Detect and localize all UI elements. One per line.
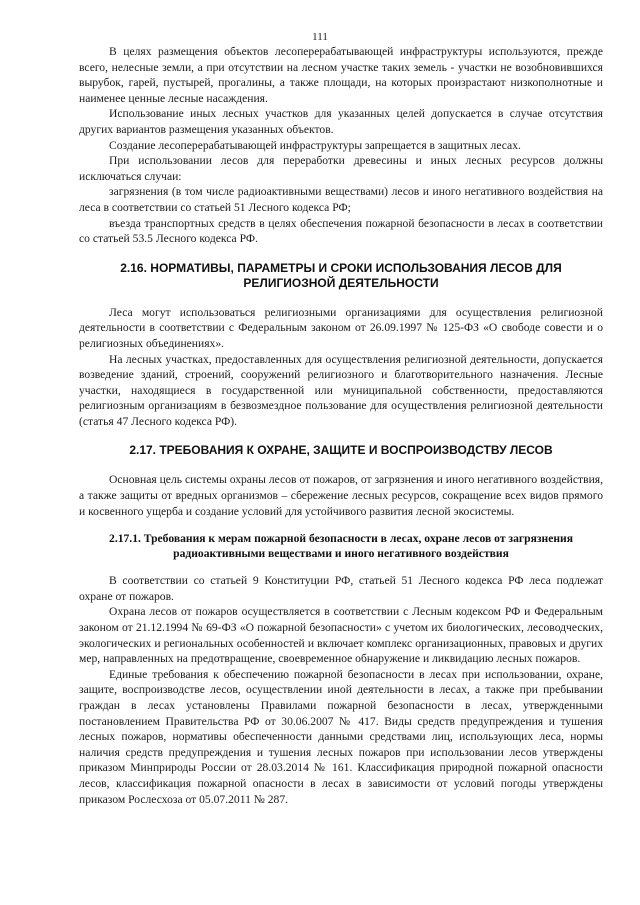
section-heading-2-17: 2.17. ТРЕБОВАНИЯ К ОХРАНЕ, ЗАЩИТЕ И ВОСПРОИЗВОДСТВУ ЛЕСОВ bbox=[129, 443, 553, 458]
paragraph-protective-forests: Создание лесоперерабатывающей инфраструктуры запрещается в защитных лесах. bbox=[109, 138, 521, 152]
paragraph-other-plots: Использование иных лесных участков для указанных целей допускается в случае отсутствия других вариантов размещения указанных объектов. bbox=[79, 107, 603, 136]
paragraph-constitution: В соответствии со статьей 9 Конституции РФ, статьей 51 Лесного кодекса РФ леса подлежат охране от пожаров. bbox=[79, 574, 603, 603]
paragraph-religious-use: Леса могут использоваться религиозными организациями для осуществления религиозной деятельности в соответствии с Федеральным законом от 26.09.1997 № 125-ФЗ «О свободе совести и о религиозных объединениях». bbox=[79, 305, 603, 350]
paragraph-infrastructure-placement: В целях размещения объектов лесоперерабатывающей инфраструктуры используются, прежде всего, нелесные земли, а при отсутствии на лесном участке таких земель - участки не возобновившихся вырубок, гарей, пустырей, прогалины, а также площади, на которых произрастают низкополнотные и наименее ценные лесные насаждения. bbox=[79, 45, 603, 105]
paragraph-religious-buildings: На лесных участках, предоставленных для осуществления религиозной деятельности, допускается возведение зданий, строений, сооружений религиозного и благотворительного назначения. Лесные участки, находящиеся в государственной или муниципальной собственности, предоставляются религиозным организациям в безвозмездное пользование для осуществления религиозной деятельности (статья 47 Лесного кодекса РФ). bbox=[79, 352, 603, 428]
page-content bbox=[79, 44, 603, 807]
paragraph-vehicle-entry-case: въезда транспортных средств в целях обеспечения пожарной безопасности в лесах в соответствии со статьей 53.5 Лесного кодекса РФ. bbox=[79, 216, 603, 246]
paragraph-fire-safety-rules: Единые требования к обеспечению пожарной безопасности в лесах при использовании, охране, защите, воспроизводстве лесов, осуществлении иной деятельности в лесах, а также при пребывании граждан в лесах установлены Правилами пожарной безопасности в лесах, утвержденными постановлением Правительства РФ от 30.06.2007 № 417. Виды средств предупреждения и тушения лесных пожаров, нормативы обеспеченности данными средствами лиц, использующих леса, нормы наличия средств предупреждения и тушения лесных пожаров при использовании лесов утверждены приказом Минприроды России от 28.03.2014 № 161. Классификация природной пожарной опасности лесов, классификация пожарной опасности в лесах в зависимости от условий погоды утверждены приказом Рослесхоза от 05.07.2011 № 287. bbox=[79, 667, 603, 806]
paragraph-protection-goal: Основная цель системы охраны лесов от пожаров, от загрязнения и иного негативного воздействия, а также защиты от вредных организмов – сбережение лесных ресурсов, сокращение всех видов прямого и косвенного ущерба и создание условий для устойчивого развития лесной экосистемы. bbox=[79, 473, 603, 518]
paragraph-exclusion-cases: При использовании лесов для переработки древесины и иных лесных ресурсов должны исключаться случаи: bbox=[79, 154, 603, 183]
paragraph-fire-protection-law: Охрана лесов от пожаров осуществляется в соответствии с Лесным кодексом РФ и Федеральным законом от 21.12.1994 № 69-ФЗ «О пожарной безопасности» с учетом их биологических, лесоводческих, экологических и региональных особенностей и включает комплекс организационных, правовых и других мер, направленных на предотвращение, своевременное обнаружение и ликвидацию лесных пожаров. bbox=[79, 605, 603, 666]
paragraph-pollution-case: загрязнения (в том числе радиоактивными веществами) лесов и иного негативного воздействия на леса в соответствии со статьей 51 Лесного кодекса РФ; bbox=[79, 185, 603, 214]
subsection-heading-2-17-1: 2.17.1. Требования к мерам пожарной безопасности в лесах, охране лесов от загрязнения радиоактивными веществами и иного негативного воздействия bbox=[109, 532, 573, 561]
section-heading-2-16: 2.16. НОРМАТИВЫ, ПАРАМЕТРЫ И СРОКИ ИСПОЛЬЗОВАНИЯ ЛЕСОВ ДЛЯ РЕЛИГИОЗНОЙ ДЕЯТЕЛЬНОСТИ bbox=[120, 260, 562, 290]
page-number: 111 bbox=[312, 31, 328, 43]
